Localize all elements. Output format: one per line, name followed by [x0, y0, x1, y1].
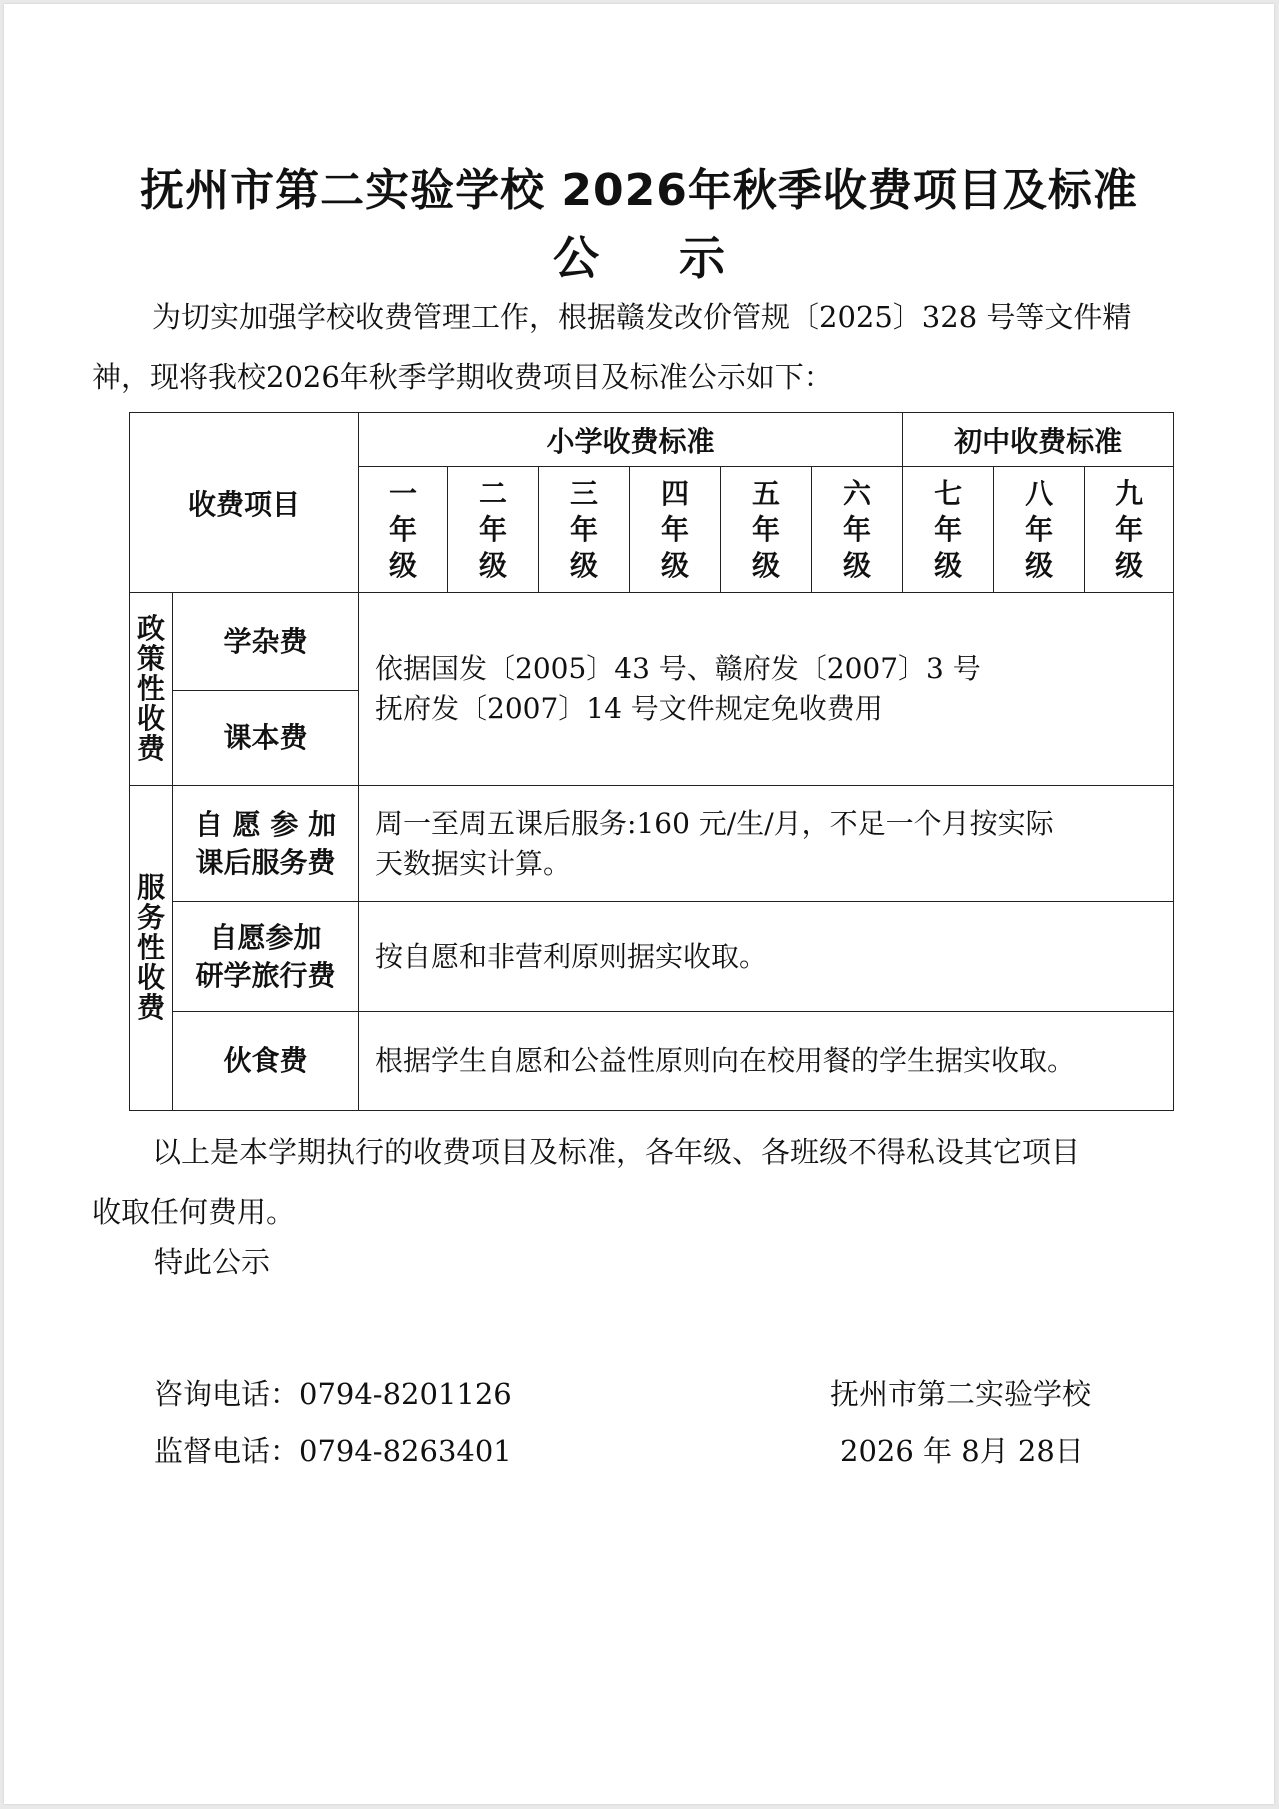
- grade-header: 五 年 级: [721, 467, 812, 593]
- notice-text: 特此公示: [154, 1245, 271, 1279]
- fee-item-label: 课本费: [173, 691, 359, 786]
- document-title: 抚州市第二实验学校 2026年秋季收费项目及标准: [140, 165, 1138, 216]
- grade-header: 四 年 级: [630, 467, 721, 593]
- subtitle-char: 示: [679, 231, 725, 285]
- subtitle-char: 公: [553, 231, 599, 285]
- document-subtitle: [4, 222, 1274, 288]
- policy-fee-category: 政 策 性 收 费: [130, 593, 173, 786]
- grade-header: 一 年 级: [359, 467, 448, 593]
- closing-line: 收取任何费用。: [92, 1195, 296, 1229]
- grade-header: 七 年 级: [903, 467, 994, 593]
- signature-school: 抚州市第二实验学校: [830, 1377, 1092, 1411]
- fee-item-label: 学杂费: [173, 593, 359, 691]
- fee-item-label: 伙食费: [173, 1012, 359, 1111]
- service-fee-content: 周一至周五课后服务:160 元/生/月，不足一个月按实际 天数据实计算。: [359, 786, 1174, 902]
- closing-line: 以上是本学期执行的收费项目及标准，各年级、各班级不得私设其它项目: [152, 1135, 1081, 1169]
- service-fee-category: 服 务 性 收 费: [130, 786, 173, 1111]
- grade-header: 九 年 级: [1085, 467, 1174, 593]
- document-page: [4, 4, 1274, 1804]
- grade-header: 三 年 级: [539, 467, 630, 593]
- supervise-phone: 监督电话：0794-8263401: [154, 1434, 512, 1468]
- intro-line: 为切实加强学校收费管理工作，根据赣发改价管规〔2025〕328 号等文件精: [152, 300, 1132, 334]
- grade-header: 二 年 级: [448, 467, 539, 593]
- consult-phone: 咨询电话：0794-8201126: [154, 1377, 512, 1411]
- intro-line: 神，现将我校2026年秋季学期收费项目及标准公示如下：: [92, 360, 833, 394]
- intro-paragraph: [92, 287, 1182, 407]
- fee-item-label: 自 愿 参 加 课后服务费: [173, 786, 359, 902]
- policy-fee-content: 依据国发〔2005〕43 号、赣府发〔2007〕3 号 抚府发〔2007〕14 号文件规定免收费用: [359, 593, 1174, 786]
- grade-header: 八 年 级: [994, 467, 1085, 593]
- service-fee-content: 根据学生自愿和公益性原则向在校用餐的学生据实收取。: [359, 1012, 1174, 1111]
- grade-header: 六 年 级: [812, 467, 903, 593]
- junior-school-header: 初中收费标准: [903, 413, 1174, 467]
- fee-item-header: 收费项目: [130, 413, 359, 593]
- closing-paragraph: [92, 1122, 1182, 1242]
- signature-date: 2026 年 8月 28日: [840, 1434, 1084, 1468]
- fee-table: [129, 412, 1174, 1111]
- fee-item-label: 自愿参加 研学旅行费: [173, 902, 359, 1012]
- primary-school-header: 小学收费标准: [359, 413, 903, 467]
- service-fee-content: 按自愿和非营利原则据实收取。: [359, 902, 1174, 1012]
